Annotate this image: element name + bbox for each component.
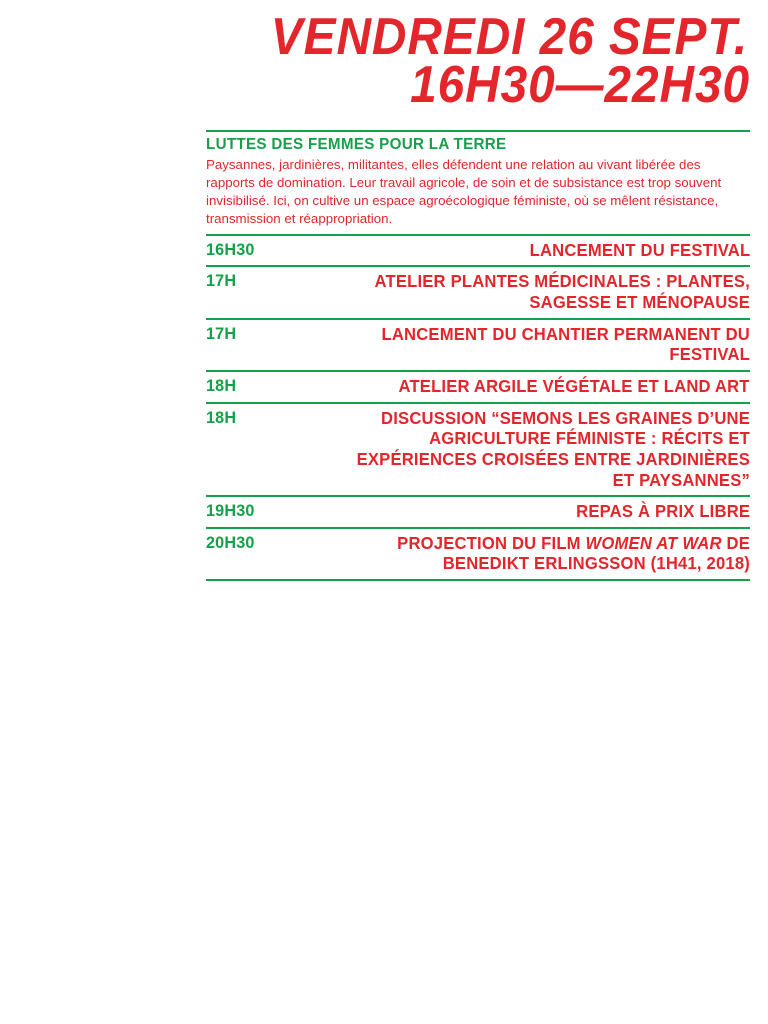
- row-time: 17H: [206, 319, 320, 371]
- section-intro-text: Paysannes, jardinières, militantes, elles défendent une relation au vivant libérée des rapports de domination. Leur travail agricole, de soin et de subsistance est trop souvent invisibilisé. Ici, on cultive un espace agroécologique féministe, où se mêlent résistance, transmission et réappropriation.: [206, 157, 722, 226]
- row-time: 18H: [206, 403, 320, 497]
- row-title: [326, 496, 750, 528]
- row-title: [326, 528, 750, 579]
- table-row[interactable]: [206, 235, 750, 267]
- table-row[interactable]: [206, 319, 750, 371]
- row-title: [326, 266, 750, 318]
- row-time: 19H30: [206, 496, 320, 528]
- row-time: 18H: [206, 371, 320, 403]
- table-row[interactable]: [206, 528, 750, 579]
- row-title-text: ATELIER ARGILE VÉGÉTALE ET LAND ART: [398, 375, 750, 396]
- divider-top: [206, 130, 750, 132]
- row-title-text: ATELIER PLANTES MÉDICINALES : PLANTES, SAGESSE ET MÉNOPAUSE: [374, 271, 750, 313]
- row-title-prefix: PROJECTION DU FILM: [397, 532, 586, 553]
- row-time: 17H: [206, 266, 320, 318]
- table-row[interactable]: [206, 371, 750, 403]
- row-title-text: LANCEMENT DU FESTIVAL: [529, 239, 750, 260]
- table-row[interactable]: [206, 403, 750, 497]
- row-title-text: REPAS À PRIX LIBRE: [575, 501, 750, 522]
- schedule-table: [206, 234, 750, 579]
- row-title-text: DISCUSSION “SEMONS LES GRAINES D’UNE AGRICULTURE FÉMINISTE : RÉCITS ET EXPÉRIENCES CROISÉES ENTRE JARDINIÈRES ET PAYSANNES”: [356, 407, 750, 490]
- row-time: 20H30: [206, 528, 320, 579]
- row-title-film: [347, 533, 750, 574]
- row-title-suffix: DE BENEDIKT ERLINGSSON (1H41, 2018): [442, 532, 750, 574]
- row-title: [326, 235, 750, 267]
- poster-header: [206, 8, 750, 114]
- header-time-line: 16H30—22H30: [410, 55, 750, 114]
- table-row[interactable]: [206, 496, 750, 528]
- row-title: [326, 319, 750, 371]
- section-title: LUTTES DES FEMMES POUR LA TERRE: [206, 136, 507, 153]
- row-title: [326, 403, 750, 497]
- table-row[interactable]: [206, 266, 750, 318]
- row-title: [326, 371, 750, 403]
- divider-bottom: [206, 579, 750, 581]
- row-title-film-name: WOMEN AT WAR: [585, 532, 722, 553]
- header-date-line: VENDREDI 26 SEPT.: [270, 8, 749, 66]
- row-title-text: LANCEMENT DU CHANTIER PERMANENT DU FESTIVAL: [381, 323, 750, 365]
- row-time: 16H30: [206, 235, 320, 267]
- program-content: [206, 130, 750, 581]
